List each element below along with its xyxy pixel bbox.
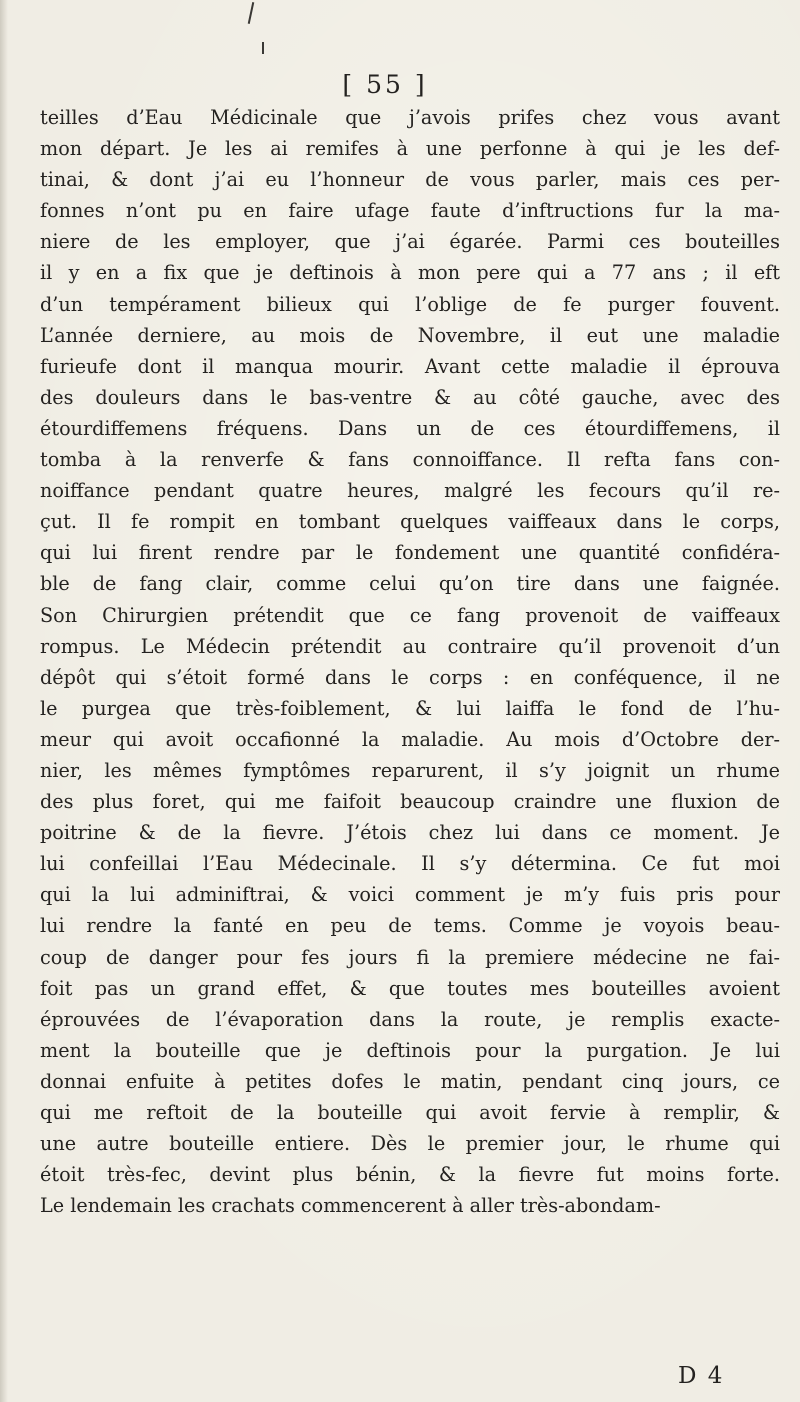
signature-mark: D 4: [678, 1363, 725, 1389]
text-line: des plus foret, qui me faifoit beaucoup craindre une fluxion de: [40, 790, 780, 814]
text-line: niere de les employer, que j’ai égarée. Parmi ces bouteilles: [40, 230, 780, 254]
text-line: rompus. Le Médecin prétendit au contraire qu’il provenoit d’un: [40, 634, 780, 658]
text-line: ble de fang clair, comme celui qu’on tire dans une faignée.: [40, 572, 780, 596]
text-line: çut. Il fe rompit en tombant quelques vaiffeaux dans le corps,: [40, 510, 780, 534]
text-line: mon départ. Je les ai remifes à une perfonne à qui je les def-: [40, 137, 780, 161]
body-text: [40, 102, 780, 1221]
ink-mark: [248, 2, 255, 24]
ink-mark: [262, 42, 264, 54]
text-line: L’année derniere, au mois de Novembre, il eut une maladie: [40, 323, 780, 347]
text-line: noiffance pendant quatre heures, malgré les fecours qu’il re-: [40, 479, 780, 503]
text-line: qui me reftoit de la bouteille qui avoit fervie à remplir, &: [40, 1101, 780, 1124]
text-line: Son Chirurgien prétendit que ce fang provenoit de vaiffeaux: [40, 603, 780, 627]
scan-edge-shadow: [0, 0, 8, 1402]
text-line: Le lendemain les crachats commencerent à aller très-abondam-: [40, 1194, 661, 1218]
text-line: lui rendre la fanté en peu de tems. Comme je voyois beau-: [40, 914, 780, 938]
text-line: le purgea que très-foiblement, & lui laiffa le fond de l’hu-: [40, 696, 780, 720]
text-line: d’un tempérament bilieux qui l’oblige de fe purger fouvent.: [40, 292, 780, 316]
text-line: furieufe dont il manqua mourir. Avant cette maladie il éprouva: [40, 354, 780, 378]
text-line: teilles d’Eau Médicinale que j’avois prifes chez vous avant: [40, 106, 780, 129]
text-line: éprouvées de l’évaporation dans la route, je remplis exacte-: [40, 1007, 780, 1031]
text-line: dépôt qui s’étoit formé dans le corps : en conféquence, il ne: [40, 665, 780, 689]
text-line: fonnes n’ont pu en faire ufage faute d’inftructions fur la ma-: [40, 199, 780, 223]
text-line: des douleurs dans le bas-ventre & au côté gauche, avec des: [40, 385, 780, 409]
text-line: coup de danger pour fes jours fi la premiere médecine ne fai-: [40, 945, 780, 969]
text-line: lui confeillai l’Eau Médecinale. Il s’y détermina. Ce fut moi: [40, 852, 780, 876]
text-line: meur qui avoit occafionné la maladie. Au mois d’Octobre der-: [40, 727, 780, 751]
text-line: étoit très-fec, devint plus bénin, & la fievre fut moins forte.: [40, 1163, 780, 1187]
page-number: [ 55 ]: [342, 70, 428, 99]
text-line: qui la lui adminiftrai, & voici comment je m’y fuis pris pour: [40, 883, 780, 907]
text-line: tinai, & dont j’ai eu l’honneur de vous parler, mais ces per-: [40, 168, 780, 192]
text-line: il y en a fix que je deftinois à mon pere qui a 77 ans ; il eft: [40, 261, 780, 285]
text-line: ment la bouteille que je deftinois pour la purgation. Je lui: [40, 1038, 780, 1062]
text-line: foit pas un grand effet, & que toutes mes bouteilles avoient: [40, 976, 780, 1000]
text-line: étourdiffemens fréquens. Dans un de ces étourdiffemens, il: [40, 416, 780, 440]
text-line: une autre bouteille entiere. Dès le premier jour, le rhume qui: [40, 1132, 780, 1156]
text-line: tomba à la renverfe & fans connoiffance. Il refta fans con-: [40, 448, 780, 472]
text-line: donnai enfuite à petites dofes le matin, pendant cinq jours, ce: [40, 1069, 780, 1093]
text-line: poitrine & de la fievre. J’étois chez lui dans ce moment. Je: [40, 821, 780, 845]
text-line: qui lui firent rendre par le fondement une quantité confidéra-: [40, 541, 780, 565]
text-line: nier, les mêmes fymptômes reparurent, il s’y joignit un rhume: [40, 758, 780, 782]
